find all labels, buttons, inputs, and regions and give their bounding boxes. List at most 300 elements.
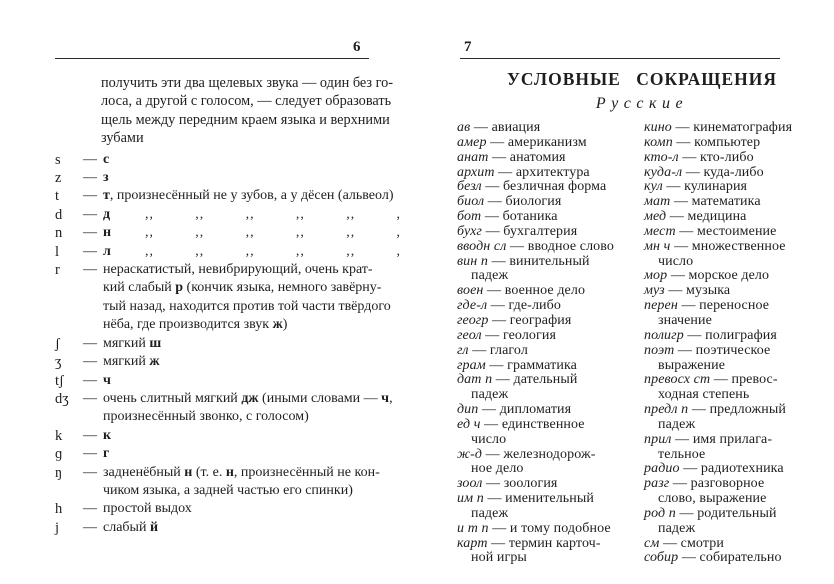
ipa-symbol: n: [55, 225, 63, 242]
abbreviation: собир: [644, 550, 679, 566]
abbreviation-columns: [457, 121, 833, 566]
ditto-mark: ,,: [245, 225, 255, 241]
ipa-symbol: d: [55, 206, 63, 223]
abbreviation-line: [644, 373, 831, 388]
phonetic-entry: [55, 261, 427, 335]
definition-line: [103, 500, 427, 518]
definition-letter: н: [103, 225, 112, 241]
ditto-mark: ,,: [346, 225, 356, 241]
text-segment: ж: [149, 354, 160, 370]
definition: [103, 390, 427, 427]
abbreviation-line: [457, 210, 644, 225]
expansion: — имя прилага-: [671, 431, 773, 447]
expansion: — предложный: [688, 402, 786, 418]
abbreviation-entry: [457, 344, 644, 359]
ipa-symbol: ʃ: [55, 335, 60, 352]
phonetic-entry: [55, 445, 427, 463]
text-segment: нёба, где производится звук: [103, 317, 273, 333]
definition: [103, 261, 427, 335]
abbreviation: мед: [644, 209, 667, 225]
phonetic-entry: [55, 335, 427, 353]
ditto-mark: ,,: [245, 243, 255, 259]
text-segment: г: [103, 446, 110, 462]
abbreviation-entry: [457, 299, 644, 314]
abbreviation-entry: [644, 477, 831, 507]
definition-line: [103, 408, 427, 426]
expansion: — кто-либо: [678, 149, 754, 165]
definition-letter: л: [103, 243, 111, 259]
text-segment: ,: [389, 390, 393, 406]
abbreviation: перен: [644, 298, 678, 314]
expansion-continuation: падеж: [471, 387, 509, 403]
definition: [103, 151, 427, 169]
ditto-mark: ,,: [295, 243, 305, 259]
abbreviation: род п: [644, 505, 676, 521]
ditto-mark: ,,: [245, 206, 255, 222]
expansion: — родительный: [675, 505, 777, 521]
abbreviation: карт: [457, 535, 488, 551]
entry-dash: —: [83, 446, 97, 462]
ditto-mark: ,: [396, 206, 401, 222]
definition-line: [103, 151, 427, 169]
abbreviation-entry: [644, 269, 831, 284]
expansion: — разговорное: [669, 476, 765, 492]
abbreviation-line: [644, 210, 831, 225]
header-rule: [460, 58, 780, 59]
abbreviation-line: [644, 121, 831, 136]
abbreviation-entry: [457, 522, 644, 537]
definition-line: [103, 298, 427, 316]
definition: [103, 427, 427, 445]
text-segment: , произнесённый не кон-: [233, 464, 380, 480]
abbreviation-entry: [644, 329, 831, 344]
abbreviation-line: [644, 477, 831, 492]
abbreviation-entry: [644, 284, 831, 299]
expansion: — музыка: [664, 283, 731, 299]
ditto-line: [103, 243, 427, 261]
text-segment: ч: [381, 390, 390, 406]
ditto-line: [103, 224, 427, 242]
text-segment: к: [103, 427, 112, 443]
ditto-mark: ,: [396, 243, 401, 259]
ditto-mark: ,,: [145, 243, 154, 259]
definition-line: [103, 353, 427, 371]
phonetic-entry: [55, 206, 427, 224]
abbreviation-line: [457, 344, 644, 359]
ditto-line: [103, 206, 427, 224]
abbreviation-line: [457, 121, 644, 136]
definition-line: [103, 372, 427, 390]
page-7: [455, 38, 833, 566]
expansion: — железнодорож-: [482, 446, 596, 462]
entry-dash: —: [83, 151, 97, 167]
expansion: — грамматика: [485, 357, 577, 373]
abbreviation-entry: [644, 551, 831, 566]
definition: [103, 224, 427, 242]
expansion: — глагол: [468, 342, 528, 358]
ipa-symbol: h: [55, 501, 63, 518]
abbreviation-line: [457, 240, 644, 255]
entry-dash: —: [83, 427, 97, 443]
expansion: — смотри: [659, 535, 724, 551]
entry-dash: —: [83, 464, 97, 480]
abbreviation: геол: [457, 327, 482, 343]
definition-line: [103, 187, 427, 205]
text-segment: мягкий: [103, 354, 150, 370]
entry-dash: —: [83, 354, 97, 370]
expansion: — вводное слово: [506, 238, 614, 254]
abbreviation-line: [457, 166, 644, 181]
definition: [103, 187, 427, 205]
expansion: — география: [488, 312, 572, 328]
entry-dash: —: [83, 390, 97, 406]
expansion: — компьютер: [672, 134, 761, 150]
abbreviation: мат: [644, 194, 671, 210]
definition-line: [103, 316, 427, 334]
entry-dash: —: [83, 372, 97, 388]
definition-line: [103, 335, 427, 353]
expansion: — термин карточ-: [487, 535, 601, 551]
abbreviation-entry: [644, 462, 831, 477]
abbreviation-line: [457, 418, 644, 433]
expansion: — морское дело: [667, 268, 770, 284]
phonetic-entry: [55, 187, 427, 205]
abbreviation-entry: [457, 121, 644, 136]
abbreviation: зоол: [457, 476, 483, 492]
definition-line: [103, 427, 427, 445]
abbreviation-line: [644, 225, 831, 240]
abbreviation: бухг: [457, 223, 482, 239]
text-segment: н: [184, 464, 193, 480]
abbreviation: грам: [457, 357, 486, 373]
abbreviation-line: [644, 151, 831, 166]
abbreviation-line: [457, 151, 644, 166]
expansion: — превос-: [710, 372, 778, 388]
abbreviation-line: [457, 537, 644, 552]
abbreviation-line: [644, 537, 831, 552]
abbreviation: воен: [457, 283, 484, 299]
page-6-header: [55, 38, 369, 59]
abbreviation-entry: [457, 151, 644, 166]
definition: [103, 169, 427, 187]
entry-dash: —: [83, 188, 97, 204]
expansion: — местоимение: [675, 223, 777, 239]
definition-line: [103, 390, 427, 408]
abbreviation-entry: [457, 403, 644, 418]
text-segment: ): [282, 317, 288, 333]
text-segment: ч: [103, 372, 111, 388]
entry-dash: —: [83, 501, 97, 517]
abbreviation: гл: [457, 342, 469, 358]
expansion: — кинематография: [671, 120, 793, 135]
text-segment: чиком языка, а задней частью его спинки): [103, 482, 353, 498]
definition: [103, 519, 427, 537]
abbreviation: радио: [644, 461, 680, 477]
text-segment: т: [103, 188, 110, 204]
abbreviation: разг: [644, 476, 670, 492]
abbreviation-line: [644, 551, 831, 566]
text-segment: ж: [272, 317, 283, 333]
expansion-continuation: ной игры: [471, 550, 527, 566]
abbreviation: геогр: [457, 312, 489, 328]
ipa-symbol: k: [55, 427, 63, 444]
text-segment: очень слитный мягкий: [103, 390, 242, 406]
ditto-mark: ,,: [145, 206, 154, 222]
abbreviation-entry: [644, 195, 831, 210]
abbreviation: кул: [644, 179, 663, 195]
abbreviation-entry: [457, 166, 644, 181]
abbreviation: безл: [457, 179, 482, 195]
abbreviation-entry: [457, 225, 644, 240]
ditto-mark: ,: [396, 225, 401, 241]
expansion: — бухгалтерия: [481, 223, 578, 239]
abbreviation: мн ч: [644, 238, 671, 254]
abbreviation-line: [457, 403, 644, 418]
abbreviation-line: [644, 462, 831, 477]
expansion-continuation: значение: [658, 312, 712, 328]
section-subtitle: Русские: [595, 95, 689, 112]
expansion-continuation: число: [471, 431, 507, 447]
text-segment: нераскатистый, невибрирующий, очень крат-: [103, 262, 373, 278]
abbreviation-line: [457, 299, 644, 314]
expansion: — дательный: [492, 372, 578, 388]
abbreviation-entry: [457, 359, 644, 374]
abbreviation-line: [457, 448, 644, 463]
text-segment: н: [225, 464, 234, 480]
abbreviation-line: [644, 507, 831, 522]
entry-dash: —: [83, 206, 97, 222]
expansion: — архитектура: [494, 164, 590, 180]
text-segment: , произнесённый не у зубов, а у дёсен (альвеол): [109, 188, 394, 204]
phonetic-entry-list: [55, 151, 427, 538]
abbreviation-entry: [457, 136, 644, 151]
abbreviation-entry: [644, 403, 831, 433]
expansion: — зоология: [482, 476, 558, 492]
abbreviation: кино: [644, 120, 672, 135]
abbreviation-column-right: [644, 121, 831, 566]
expansion: — медицина: [666, 209, 747, 225]
definition: [103, 335, 427, 353]
text-segment: произнесённый звонко, с голосом): [103, 409, 309, 425]
expansion: — куда-либо: [682, 164, 764, 180]
expansion: — американизм: [486, 134, 587, 150]
ipa-symbol: ɡ: [55, 446, 63, 463]
ipa-symbol: s: [55, 151, 61, 168]
ditto-mark: ,,: [145, 225, 154, 241]
definition-line: [103, 279, 427, 297]
expansion: — именительный: [483, 491, 594, 507]
abbreviation-entry: [457, 180, 644, 195]
abbreviation: кто-л: [644, 149, 679, 165]
abbreviation-line: [644, 180, 831, 195]
abbreviation-column-left: [457, 121, 644, 566]
expansion-continuation: падеж: [658, 416, 696, 432]
abbreviation-line: [457, 314, 644, 329]
phonetic-entry: [55, 353, 427, 371]
definition: [103, 372, 427, 390]
expansion-continuation: падеж: [471, 505, 509, 521]
text-segment: (иными словами —: [258, 390, 382, 406]
ipa-symbol: tʃ: [55, 372, 64, 389]
paragraph-line: получить эти два щелевых звука — один без го-: [101, 75, 394, 91]
ipa-symbol: dʒ: [55, 390, 69, 407]
abbreviation: комп: [644, 134, 673, 150]
definition-line: [103, 169, 427, 187]
abbreviation: им п: [457, 491, 484, 507]
text-segment: ш: [149, 335, 162, 351]
abbreviation: мор: [644, 268, 668, 284]
abbreviation-entry: [644, 166, 831, 181]
abbreviation-entry: [644, 299, 831, 329]
page-number: 7: [464, 39, 472, 55]
abbreviation: мест: [644, 223, 676, 239]
ipa-symbol: l: [55, 243, 60, 260]
abbreviation: биол: [457, 194, 485, 210]
ipa-symbol: r: [55, 262, 60, 279]
text-segment: з: [103, 170, 109, 186]
ditto-marks: [145, 243, 401, 261]
abbreviation-entry: [457, 418, 644, 448]
expansion: — радиотехника: [679, 461, 784, 477]
definition-line: [103, 261, 427, 279]
abbreviation: превосх ст: [644, 372, 711, 388]
expansion: — единственное: [480, 416, 585, 432]
abbreviation: ж-д: [457, 446, 483, 462]
entry-dash: —: [83, 519, 97, 535]
intro-paragraph: [101, 74, 427, 148]
abbreviation-entry: [644, 225, 831, 240]
abbreviation: прил: [644, 431, 672, 447]
abbreviation-entry: [457, 537, 644, 567]
entry-dash: —: [83, 243, 97, 259]
abbreviation-line: [644, 329, 831, 344]
abbreviation-line: [644, 433, 831, 448]
abbreviation: вводн сл: [457, 238, 507, 254]
ditto-marks: [145, 224, 401, 242]
text-segment: слабый: [103, 519, 150, 535]
text-segment: с: [103, 151, 110, 167]
text-segment: й: [149, 519, 159, 535]
phonetic-entry: [55, 372, 427, 390]
expansion: — полиграфия: [683, 327, 777, 343]
header-rule: [55, 58, 369, 59]
definition-line: [103, 519, 427, 537]
entry-dash: —: [83, 335, 97, 351]
phonetic-entry: [55, 519, 427, 537]
definition-line: [103, 464, 427, 482]
abbreviation: дип: [457, 402, 479, 418]
abbreviation-line: [457, 195, 644, 210]
abbreviation-entry: [457, 195, 644, 210]
abbreviation-line: [644, 299, 831, 314]
expansion-continuation: падеж: [658, 520, 696, 536]
definition-letter: д: [103, 206, 111, 222]
abbreviation-entry: [457, 477, 644, 492]
entry-dash: —: [83, 225, 97, 241]
abbreviation: куда-л: [644, 164, 683, 180]
paragraph-line: зубами: [101, 130, 144, 147]
abbreviation-entry: [457, 284, 644, 299]
abbreviation: ав: [457, 120, 471, 135]
expansion: — поэтическое: [674, 342, 771, 358]
abbreviation: полигр: [644, 327, 684, 343]
expansion: — дипломатия: [478, 402, 572, 418]
abbreviation: см: [644, 535, 660, 551]
definition-line: [103, 482, 427, 500]
page-6: [55, 38, 427, 537]
abbreviation-line: [457, 359, 644, 374]
expansion: — множественное: [670, 238, 786, 254]
expansion-continuation: ходная степень: [658, 387, 750, 403]
text-segment: мягкий: [103, 335, 150, 351]
abbreviation: вин п: [457, 253, 489, 269]
expansion: — авиация: [470, 120, 541, 135]
text-segment: р: [175, 280, 184, 296]
abbreviation-entry: [457, 329, 644, 344]
text-segment: тый назад, находится против той части твёрдого: [103, 298, 391, 314]
phonetic-entry: [55, 151, 427, 169]
ditto-mark: ,,: [295, 206, 305, 222]
abbreviation: где-л: [457, 298, 488, 314]
abbreviation-entry: [644, 151, 831, 166]
phonetic-entry: [55, 427, 427, 445]
phonetic-entry: [55, 390, 427, 427]
abbreviation-entry: [457, 492, 644, 522]
abbreviation-line: [457, 225, 644, 240]
expansion: — переносное: [677, 298, 770, 314]
expansion: — безличная форма: [481, 179, 607, 195]
abbreviation-entry: [644, 537, 831, 552]
phonetic-entry: [55, 464, 427, 501]
abbreviation: амер: [457, 134, 487, 150]
ditto-mark: ,,: [195, 243, 205, 259]
abbreviation-entry: [644, 180, 831, 195]
definition: [103, 243, 427, 261]
expansion: — и тому подобное: [488, 520, 611, 536]
expansion: — биология: [484, 194, 562, 210]
definition: [103, 500, 427, 518]
abbreviation-entry: [457, 210, 644, 225]
abbreviation: бот: [457, 209, 482, 225]
phonetic-entry: [55, 169, 427, 187]
page-7-header: [455, 38, 833, 59]
abbreviation-line: [644, 166, 831, 181]
ipa-symbol: j: [55, 519, 60, 536]
ditto-mark: ,,: [195, 206, 205, 222]
abbreviation: и т п: [457, 520, 489, 536]
abbreviation-line: [457, 136, 644, 151]
expansion: — винительный: [488, 253, 590, 269]
expansion: — анатомия: [488, 149, 566, 165]
abbreviation-entry: [457, 255, 644, 285]
abbreviation-entry: [644, 373, 831, 403]
abbreviation-entry: [457, 314, 644, 329]
expansion-continuation: ное дело: [471, 461, 524, 477]
section-title: УСЛОВНЫЕ СОКРАЩЕНИЯ: [507, 69, 777, 89]
entry-dash: —: [83, 170, 97, 186]
ipa-symbol: ʒ: [55, 354, 62, 371]
expansion: — военное дело: [483, 283, 586, 299]
text-segment: кий слабый: [103, 280, 176, 296]
abbreviation: дат п: [457, 372, 493, 388]
abbreviation: ед ч: [457, 416, 481, 432]
definition: [103, 464, 427, 501]
expansion: — геология: [481, 327, 557, 343]
ditto-mark: ,,: [195, 225, 205, 241]
expansion-continuation: выражение: [658, 357, 726, 373]
abbreviation-entry: [644, 121, 831, 136]
expansion: — собирательно: [678, 550, 782, 566]
